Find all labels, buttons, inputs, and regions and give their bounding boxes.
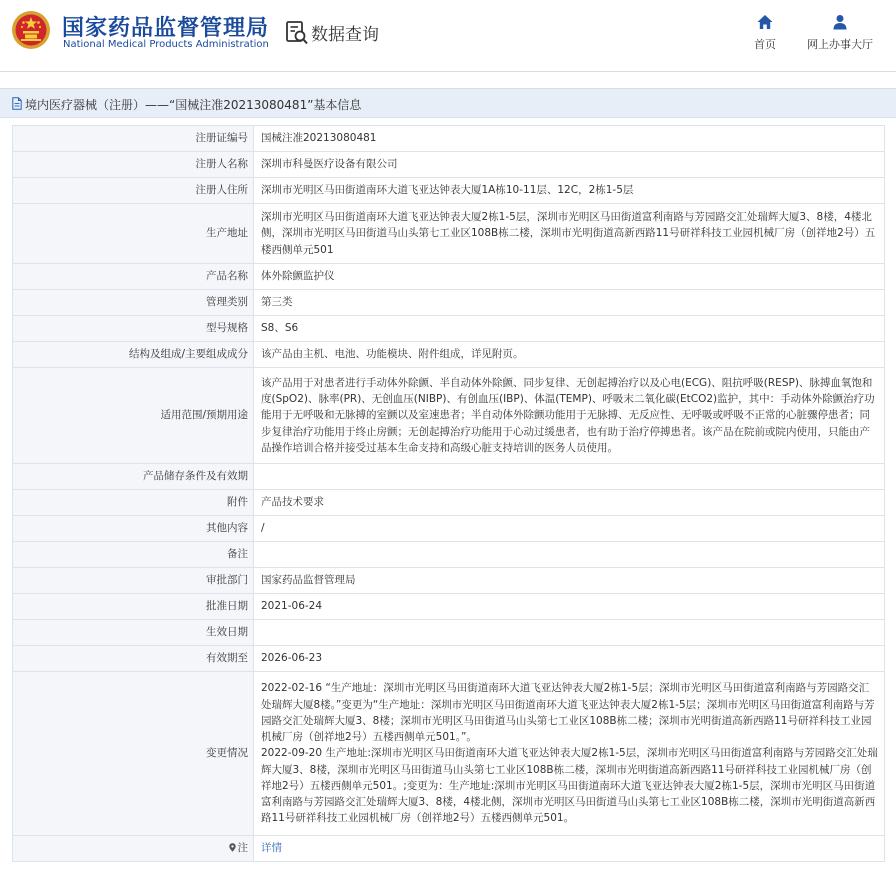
row-label: 审批部门 bbox=[13, 568, 254, 594]
table-row bbox=[13, 620, 885, 646]
row-value: S8、S6 bbox=[254, 316, 885, 342]
home-icon bbox=[757, 14, 773, 30]
breadcrumb-text: 境内医疗器械（注册）——“国械注准20213080481”基本信息 bbox=[25, 98, 362, 112]
row-label: 生效日期 bbox=[13, 620, 254, 646]
table-row bbox=[13, 490, 885, 516]
change-entry: 2022-09-20 生产地址:深圳市光明区马田街道南环大道飞亚达钟表大厦2栋1-5层，深圳市光明区马田街道富利南路与芳园路交汇处瑞辉大厦3、8楼，深圳市光明区马田街道马山头第七工业区108B栋二楼，深圳市光明街道高新西路11号研祥科技工业园机械厂房（创祥地2号）五楼西侧单元501。;变更为：生产地址:深圳市光明区马田街道南环大道飞亚达钟表大厦2栋1-5层，深圳市光明区马田街道富利南路与芳园路交汇处瑞辉大厦3、8楼，4楼北侧，深圳市光明区马田街道马山头第七工业区108B栋二楼，深圳市光明街道高新西路11号研祥科技工业园机械厂房（创祥地2号）五楼西侧单元501。 bbox=[261, 747, 878, 825]
change-history bbox=[254, 672, 885, 836]
row-value: 国械注准20213080481 bbox=[254, 126, 885, 152]
row-label: 注册人住所 bbox=[13, 178, 254, 204]
details-cell bbox=[254, 836, 885, 862]
table-row bbox=[13, 204, 885, 264]
row-value: 该产品用于对患者进行手动体外除颤、半自动体外除颤、同步复律、无创起搏治疗以及心电(ECG)、阻抗呼吸(RESP)、脉搏血氧饱和度(SpO2)、脉率(PR)、无创血压(NIBP)、有创血压(IBP)、体温(TEMP)、呼吸末二氧化碳(EtCO2)监护，其中：手动体外除颤治疗功能用于无呼吸和无脉搏的室颤以及室速患者；半自动体外除颤功能用于无脉搏、无反应性、无呼吸或呼吸不正常的心脏骤停患者；同步复律治疗功能用于终止房颤；无创起搏治疗功能用于心动过缓患者，也有助于治疗停搏患者。该产品在院前或院内使用，只能由产品操作培训合格并接受过基本生命支持和高级心脏支持培训的医务人员使用。 bbox=[254, 368, 885, 464]
row-value: / bbox=[254, 516, 885, 542]
row-value bbox=[254, 542, 885, 568]
table-row bbox=[13, 126, 885, 152]
row-label: 产品储存条件及有效期 bbox=[13, 464, 254, 490]
user-icon bbox=[832, 14, 848, 30]
row-label: 产品名称 bbox=[13, 264, 254, 290]
table-row bbox=[13, 836, 885, 862]
details-link[interactable]: 详情 bbox=[261, 842, 282, 855]
table-row bbox=[13, 672, 885, 836]
table-row bbox=[13, 594, 885, 620]
table-row bbox=[13, 290, 885, 316]
table-row bbox=[13, 464, 885, 490]
row-label: 备注 bbox=[13, 542, 254, 568]
row-label: 批准日期 bbox=[13, 594, 254, 620]
location-pin-icon bbox=[229, 843, 236, 852]
row-value: 2021-06-24 bbox=[254, 594, 885, 620]
nav-home-label: 首页 bbox=[754, 38, 776, 51]
row-value: 2026-06-23 bbox=[254, 646, 885, 672]
site-title-english: National Medical Products Administration bbox=[63, 39, 269, 50]
breadcrumb bbox=[0, 88, 896, 118]
document-icon bbox=[12, 97, 22, 110]
row-value: 产品技术要求 bbox=[254, 490, 885, 516]
row-value: 深圳市光明区马田街道南环大道飞亚达钟表大厦2栋1-5层，深圳市光明区马田街道富利南路与芳园路交汇处瑞辉大厦3、8楼，4楼北侧，深圳市光明区马田街道马山头第七工业区108B栋二楼，深圳市光明街道高新西路11号研祥科技工业园机械厂房（创祥地2号）五楼西侧单元501 bbox=[254, 204, 885, 264]
row-label: 附件 bbox=[13, 490, 254, 516]
table-row bbox=[13, 178, 885, 204]
site-title: 国家药品监督管理局 bbox=[62, 16, 270, 41]
row-label: 注册证编号 bbox=[13, 126, 254, 152]
row-label: 型号规格 bbox=[13, 316, 254, 342]
table-row bbox=[13, 264, 885, 290]
row-label: 变更情况 bbox=[13, 672, 254, 836]
row-label: 管理类别 bbox=[13, 290, 254, 316]
row-value: 该产品由主机、电池、功能模块、附件组成，详见附页。 bbox=[254, 342, 885, 368]
page-section-title: 数据查询 bbox=[311, 25, 379, 45]
site-header bbox=[0, 0, 896, 72]
data-search-icon bbox=[285, 20, 309, 46]
row-label: 生产地址 bbox=[13, 204, 254, 264]
row-label: 有效期至 bbox=[13, 646, 254, 672]
row-label: 适用范围/预期用途 bbox=[13, 368, 254, 464]
row-value: 国家药品监督管理局 bbox=[254, 568, 885, 594]
nav-home-link[interactable] bbox=[740, 14, 790, 54]
row-label: 注册人名称 bbox=[13, 152, 254, 178]
row-value: 体外除颤监护仪 bbox=[254, 264, 885, 290]
change-entry: 2022-02-16 “生产地址：深圳市光明区马田街道南环大道飞亚达钟表大厦2栋1-5层；深圳市光明区马田街道富利南路与芳园路交汇处瑞辉大厦8楼。”变更为“生产地址：深圳市光明区马田街道南环大道飞亚达钟表大厦2栋1-5层；深圳市光明区马田街道富利南路与芳园路交汇处瑞辉大厦3、8楼；深圳市光明区马田街道马山头第七工业区108B栋二楼；深圳市光明街道高新西路11号研祥科技工业园机械厂房（创祥地2号）五楼西侧单元501。”。 bbox=[261, 682, 875, 744]
row-label: 注 bbox=[237, 842, 248, 855]
table-row bbox=[13, 152, 885, 178]
national-emblem-icon bbox=[11, 10, 51, 50]
table-row bbox=[13, 316, 885, 342]
nav-online-office-link[interactable] bbox=[800, 14, 880, 54]
row-label: 其他内容 bbox=[13, 516, 254, 542]
row-value: 深圳市科曼医疗设备有限公司 bbox=[254, 152, 885, 178]
row-value: 深圳市光明区马田街道南环大道飞亚达钟表大厦1A栋10-11层、12C，2栋1-5层 bbox=[254, 178, 885, 204]
row-value bbox=[254, 620, 885, 646]
table-row bbox=[13, 342, 885, 368]
device-info-table bbox=[12, 125, 885, 862]
note-label-cell bbox=[13, 836, 254, 862]
row-value bbox=[254, 464, 885, 490]
table-row bbox=[13, 646, 885, 672]
row-value: 第三类 bbox=[254, 290, 885, 316]
table-row bbox=[13, 368, 885, 464]
table-row bbox=[13, 568, 885, 594]
nav-online-office-label: 网上办事大厅 bbox=[807, 38, 873, 51]
row-label: 结构及组成/主要组成成分 bbox=[13, 342, 254, 368]
table-row bbox=[13, 516, 885, 542]
table-row bbox=[13, 542, 885, 568]
